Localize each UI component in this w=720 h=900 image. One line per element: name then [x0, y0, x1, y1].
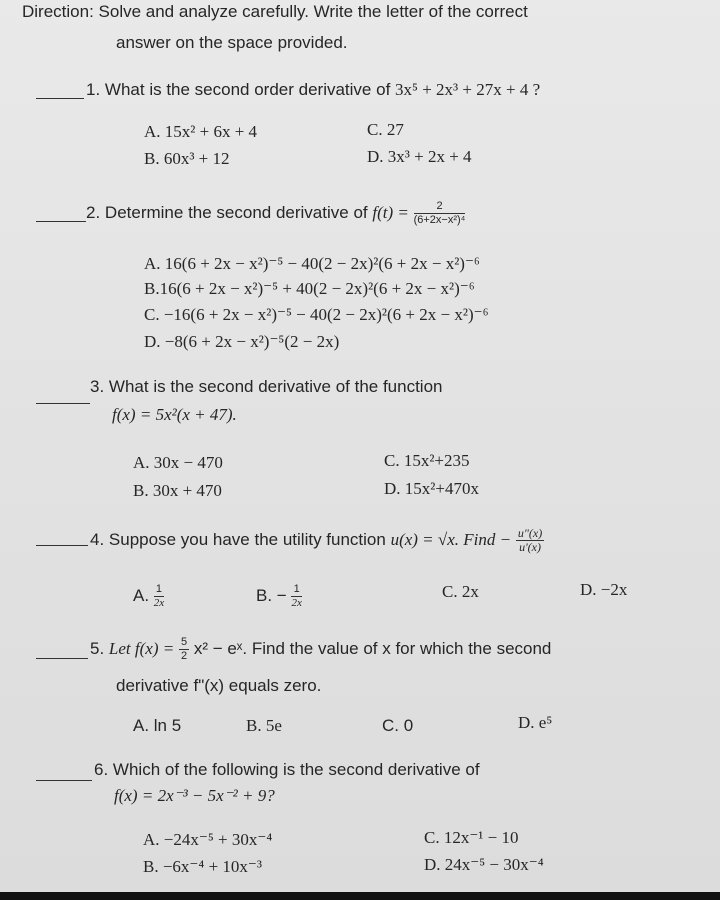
q4-option-b-denominator: 2x [291, 597, 302, 609]
q1-option-a[interactable]: A. 15x² + 6x + 4 [144, 122, 258, 141]
q4-number: 4. [90, 529, 105, 549]
q5-number: 5. [90, 638, 105, 658]
q5-fraction-denominator: 2 [180, 650, 188, 662]
q5-stem [90, 636, 551, 663]
q3-expression: f(x) = 5x²(x + 47). [112, 405, 237, 424]
q3-stem [90, 377, 443, 397]
bottom-edge-shadow [0, 892, 720, 900]
q1-expression: 3x⁵ + 2x³ + 27x + 4 ? [395, 80, 541, 99]
q4-stem [90, 527, 544, 554]
q5-text-post: x² − eˣ. Find the value of x for which the second [193, 638, 552, 658]
q4-option-a-numerator: 1 [154, 583, 164, 597]
q2-fraction [414, 200, 466, 227]
direction-line-1: Direction: Solve and analyze carefully. Write the letter of the correct [22, 2, 528, 21]
q3-option-d[interactable]: D. 15x²+470x [384, 479, 479, 498]
q2-lhs: f(t) = [372, 202, 409, 222]
q6-option-a[interactable]: A. −24x⁻⁵ + 30x⁻⁴ [143, 830, 273, 849]
q4-option-a[interactable] [133, 583, 164, 610]
q3-option-a[interactable]: A. 30x − 470 [133, 453, 223, 472]
q4-option-b-fraction [291, 583, 301, 610]
q5-option-c[interactable]: C. 0 [382, 716, 414, 735]
q6-text: Which of the following is the second derivative of [112, 760, 480, 779]
q2-option-c[interactable]: C. −16(6 + 2x − x²)⁻⁵ − 40(2 − 2x)²(6 + 2x − x²)⁻⁶ [144, 305, 489, 324]
q2-answer-blank[interactable] [36, 221, 86, 222]
q3-option-b[interactable]: B. 30x + 470 [133, 481, 222, 500]
q5-line-2: derivative f"(x) equals zero. [116, 676, 322, 695]
q5-answer-blank[interactable] [36, 658, 88, 659]
q4-option-d[interactable]: D. −2x [580, 580, 628, 599]
q4-fraction [516, 527, 544, 554]
q1-text: What is the second order derivative of [104, 80, 391, 99]
direction-line-2: answer on the space provided. [116, 33, 348, 52]
q4-expression: u(x) = √x. Find − [390, 529, 512, 549]
q4-option-b[interactable] [256, 583, 302, 610]
q6-answer-blank[interactable] [36, 780, 92, 781]
q5-option-d[interactable]: D. e⁵ [518, 713, 553, 732]
q2-option-d[interactable]: D. −8(6 + 2x − x²)⁻⁵(2 − 2x) [144, 332, 340, 351]
q1-option-b[interactable]: B. 60x³ + 12 [144, 149, 230, 168]
q2-fraction-denominator: (6+2x−x²)⁴ [413, 214, 466, 226]
q6-stem [94, 760, 480, 780]
q4-fraction-numerator: u"(x) [517, 526, 543, 540]
q5-option-b[interactable]: B. 5e [246, 716, 282, 735]
q5-fraction-numerator: 5 [180, 636, 188, 648]
q5-option-a[interactable]: A. ln 5 [133, 716, 182, 735]
q4-option-b-label: B. − [256, 585, 287, 605]
q4-option-c[interactable]: C. 2x [442, 582, 479, 601]
q4-option-a-denominator: 2x [153, 597, 165, 609]
q2-text: Determine the second derivative of [104, 202, 368, 222]
q6-option-d[interactable]: D. 24x⁻⁵ − 30x⁻⁴ [424, 855, 544, 874]
q2-stem [86, 200, 465, 227]
q6-option-b[interactable]: B. −6x⁻⁴ + 10x⁻³ [143, 857, 262, 876]
q3-text: What is the second derivative of the function [108, 377, 443, 396]
q5-text-pre: Let f(x) = [108, 638, 175, 658]
q3-answer-blank[interactable] [36, 403, 90, 404]
q6-option-c[interactable]: C. 12x⁻¹ − 10 [424, 828, 519, 847]
q2-fraction-numerator: 2 [414, 200, 466, 214]
q4-option-a-fraction [154, 583, 164, 610]
q4-text: Suppose you have the utility function [108, 529, 386, 549]
q1-stem [86, 80, 540, 100]
q4-answer-blank[interactable] [36, 545, 88, 546]
q2-option-b[interactable]: B.16(6 + 2x − x²)⁻⁵ + 40(2 − 2x)²(6 + 2x − x²)⁻⁶ [144, 279, 475, 298]
q5-fraction [179, 636, 189, 663]
q3-number: 3. [90, 377, 105, 396]
q6-expression: f(x) = 2x⁻³ − 5x⁻² + 9? [114, 786, 275, 805]
q1-option-c[interactable]: C. 27 [367, 120, 404, 139]
q4-option-b-numerator: 1 [291, 583, 301, 597]
q2-option-a[interactable]: A. 16(6 + 2x − x²)⁻⁵ − 40(2 − 2x)²(6 + 2x − x²)⁻⁶ [144, 254, 480, 273]
q4-option-a-label: A. [133, 585, 150, 605]
q1-answer-blank[interactable] [36, 98, 84, 99]
q3-option-c[interactable]: C. 15x²+235 [384, 451, 470, 470]
q1-option-d[interactable]: D. 3x³ + 2x + 4 [367, 147, 472, 166]
q4-fraction-denominator: u'(x) [519, 540, 541, 554]
q1-number: 1. [86, 80, 101, 99]
q6-number: 6. [94, 760, 109, 779]
q2-number: 2. [86, 202, 101, 222]
